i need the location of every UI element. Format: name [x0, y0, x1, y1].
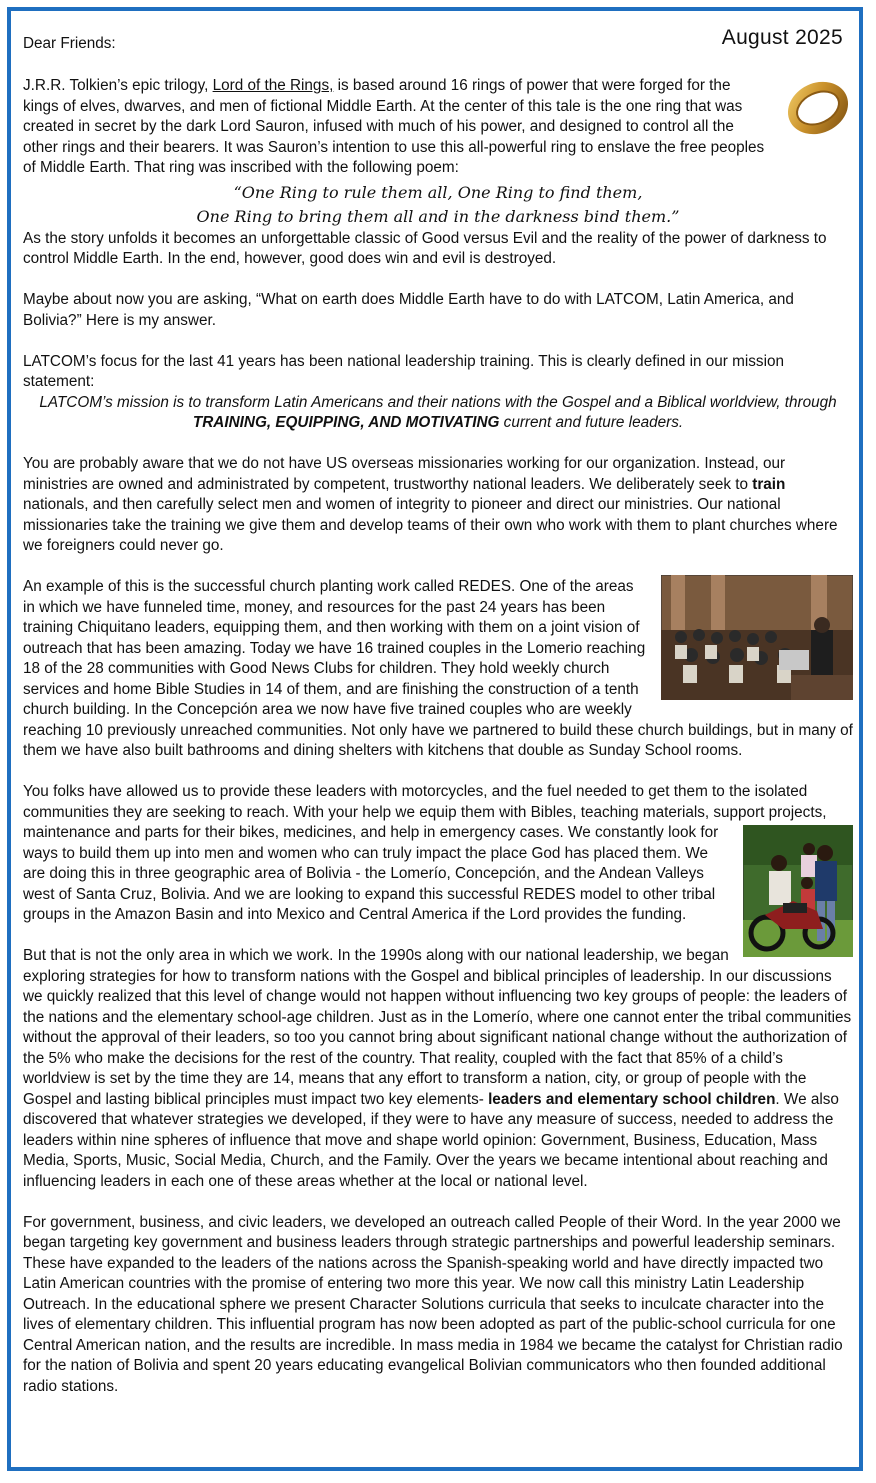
paragraph-tolkien: J.R.R. Tolkien’s epic trilogy, Lord of the Rings, is based around 16 rings of power that were forged for the kings of elves, dwarves, and men of fictional Middle Earth. At the center of this tale is the one ring that was created in secret by the dark Lord Sauron, infused with much of his power, and designed to control all the other rings and their bearers. It was Sauron’s intention to use this all-powerful ring to enslave the free peoples of Middle Earth. That ring was inscribed with the following poem:: [23, 77, 765, 176]
poem-line-2: One Ring to bring them all and in the darkness bind them.”: [196, 206, 680, 226]
leaders-children-bold: leaders and elementary school children: [488, 1090, 776, 1108]
letter-header: [23, 26, 853, 54]
paragraph-focus: LATCOM’s focus for the last 41 years has been national leadership training. This is clearly defined in our mission statement:: [23, 352, 784, 390]
train-bold: train: [752, 475, 786, 493]
ring-poem: [23, 181, 853, 229]
paragraph-question: Maybe about now you are asking, “What on earth does Middle Earth have to do with LATCOM, Latin America, and Bolivia?” Here is my answer.: [23, 291, 794, 329]
mission-statement: LATCOM’s mission is to transform Latin Americans and their nations with the Gospel and a Biblical worldview, through TRAINING, EQUIPPING, AND MOTIVATING current and future leaders.: [39, 393, 837, 431]
paragraph-redes: An example of this is the successful church planting work called REDES. One of the areas in which we have funneled time, money, and resources for the past 24 years has been training Chiquitano leaders, equipping them, and then working with them on a joint vision of outreach that has been amazing. Today we have 16 trained couples in the Lomerio reaching 18 of the 28 communities with Good News Clubs for children. They hold weekly church services and home Bible Studies in 14 of them, and are finishing the construction of a tenth church building. In the Concepción area we now have five trained couples who are weekly reaching 10 previously unreached communities. Not only have we partnered to build these church buildings, but in many of them we have also built bathrooms and dining shelters with kitchens that double as Sunday School rooms.: [23, 578, 853, 759]
paragraph-motorcycles: You folks have allowed us to provide these leaders with motorcycles, and the fuel needed to get them to the isolated communities they are seeking to reach. With your help we equip them with Bibles, teaching materials, support projects, maintenance and parts for their bikes, medicines, and help in emergency cases. We constantly look for ways to build them up into men and women who can truly impact the place God has placed them. We are doing this in three geographic area of Bolivia - the Lomerío, Concepción, and the Andean Valleys west of Santa Cruz, Bolivia. And we are looking to expand this successful REDES model to other tribal groups in the Amazon Basin and into Mexico and Central America if the Lord provides the funding.: [23, 783, 827, 923]
letter-date: August 2025: [721, 26, 843, 49]
paragraph-strategies: But that is not the only area in which we work. In the 1990s along with our national leadership, we began exploring strategies for how to transform nations with the Gospel and biblical principles of leadership. In our discussions we quickly realized that this level of change would not happen without influencing two key groups of people: the leaders of the nations and the elementary school-age children. Just as in the Lomerío, where one cannot enter the tribal communities without the approval of their leaders, so too you cannot bring about significant national change without the authorization of the 5% who make the decisions for the rest of the country. That reality, coupled with the fact that 85% of a child’s worldview is set by the time they are 14, means that any effort to transform a nation, city, or group of people with the Gospel and lasting biblical principles must impact two key elements- leaders and elementary school children. We also discovered that whatever strategies we developed, if they were to have any measure of success, needed to address the leaders within nine spheres of influence that move and shape world opinion: Government, Business, Education, Mass Media, Sports, Music, Social Media, Church, and the Family. Over the years we became intentional about reaching and influencing leaders in each one of these areas whether at the local or national level.: [23, 947, 852, 1190]
book-title: Lord of the Rings,: [212, 77, 334, 94]
family-motorcycle-photo: [743, 825, 853, 957]
gold-ring-icon: [783, 76, 853, 140]
letter-body: [23, 24, 853, 1418]
paragraph-story: As the story unfolds it becomes an unforgettable classic of Good versus Evil and the reality of the power of darkness to control Middle Earth. In the end, however, good does win and evil is destroyed.: [23, 229, 827, 267]
poem-line-1: “One Ring to rule them all, One Ring to find them,: [233, 182, 643, 202]
church-training-photo: [661, 575, 853, 700]
greeting: Dear Friends:: [23, 35, 116, 52]
paragraph-nationals: You are probably aware that we do not have US overseas missionaries working for our organization. Instead, our ministries are owned and administrated by competent, trustworthy national leaders. We deliberately seek to train nationals, and then carefully select men and women of integrity to pioneer and direct our ministries. Our national missionaries take the training we give them and develop teams of their own who work with them to plant churches where we foreigners could never go.: [23, 455, 838, 554]
mission-bold: TRAINING, EQUIPPING, AND MOTIVATING: [192, 414, 500, 431]
paragraph-outreach: For government, business, and civic leaders, we developed an outreach called People of their Word. In the year 2000 we began targeting key government and business leaders through strategic partnerships and powerful leadership seminars. These have expanded to the leaders of the nations across the Spanish-speaking world and have directly impacted two Latin American countries with the promise of entering two more this year. We now call this ministry Latin Leadership Outreach. In the educational sphere we present Character Solutions curricula that seeks to inculcate character into the lives of elementary children. This influential program has now been adopted as part of the public-school curricula for one Central American nation, and the results are incredible. In mass media in 1984 we became the catalyst for Christian radio for the nation of Bolivia and spent 20 years educating evangelical Bolivian communicators who then founded additional radio stations.: [23, 1213, 843, 1395]
